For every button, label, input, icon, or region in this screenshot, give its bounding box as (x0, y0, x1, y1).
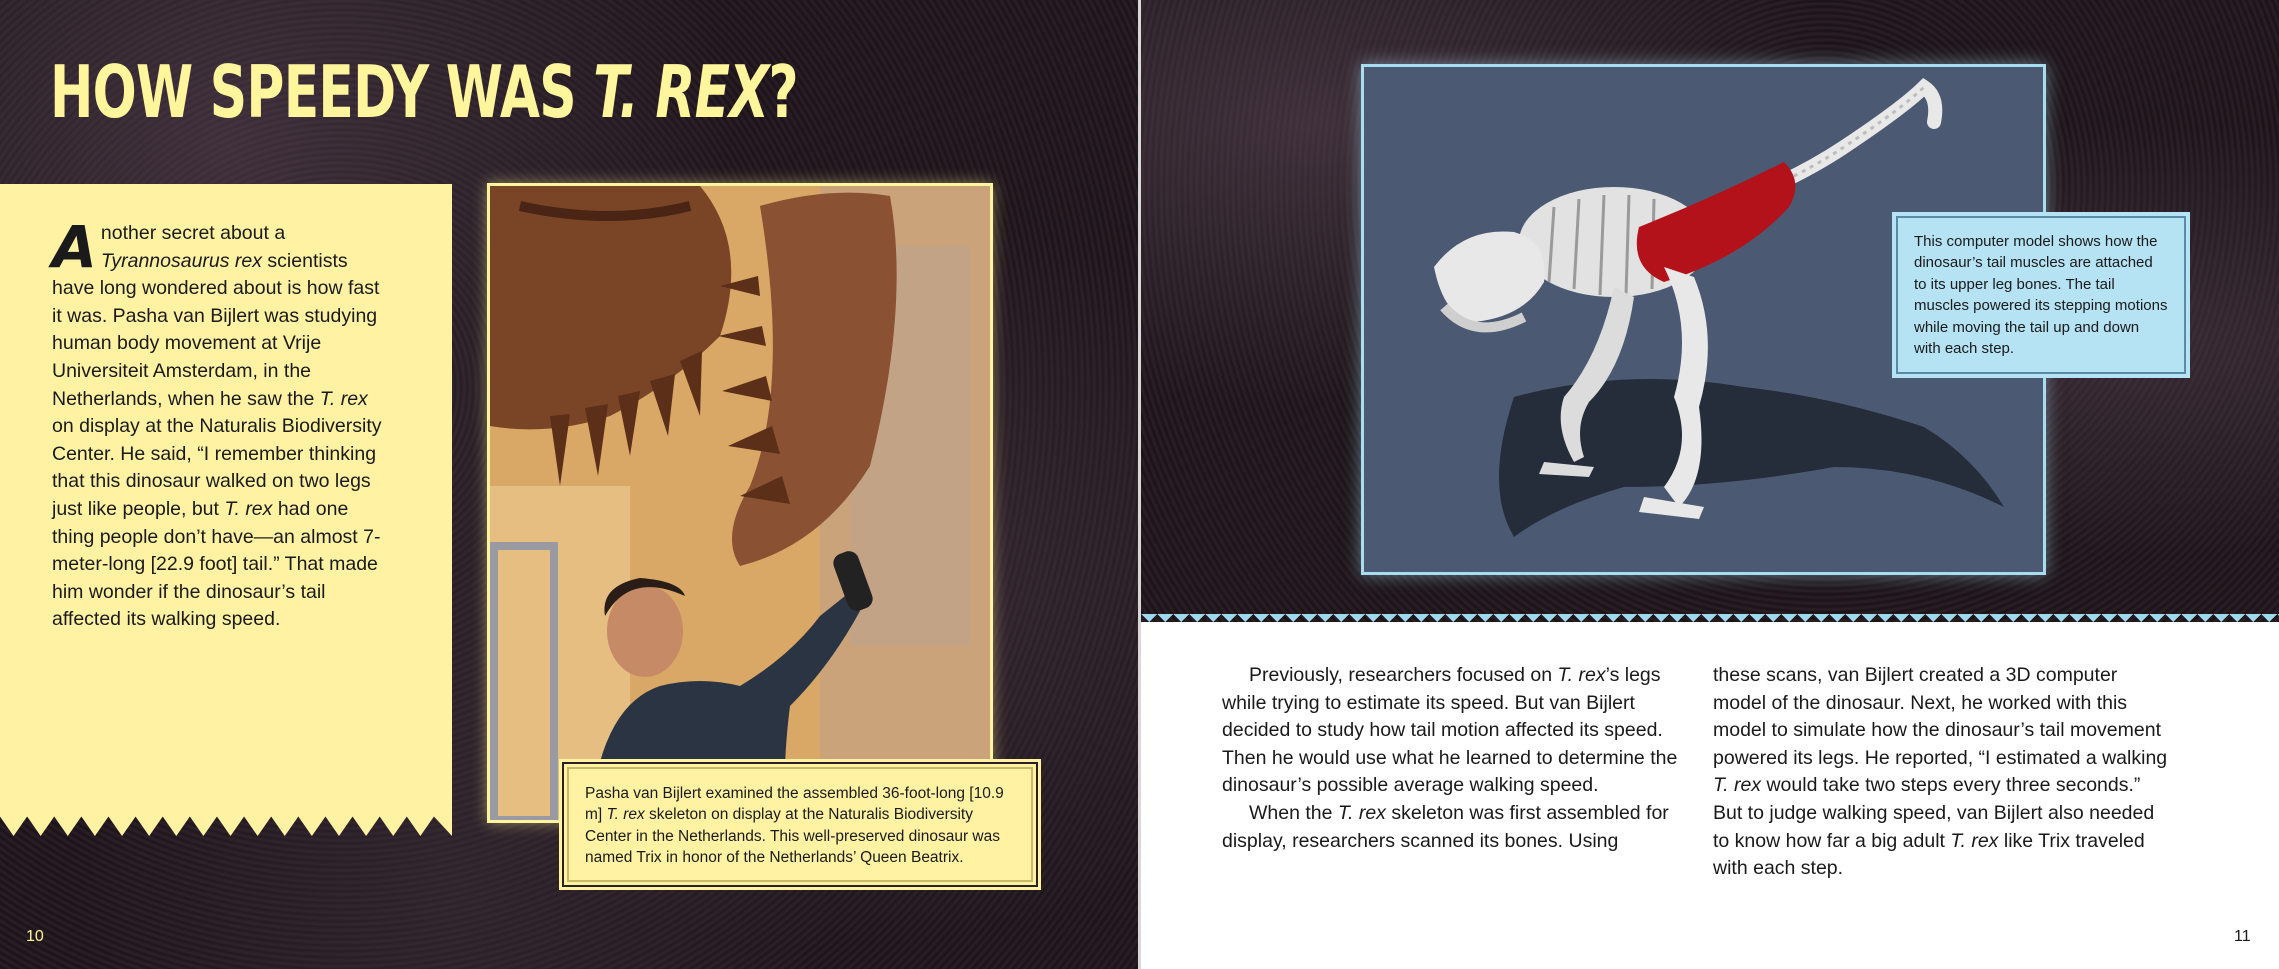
body-column-2 (1713, 662, 2175, 883)
zigzag-border (1141, 614, 2279, 630)
intro-s1: nother secret about a (100, 222, 286, 244)
body-column-1 (1222, 662, 1684, 855)
p2-italic: T. rex (1337, 801, 1386, 824)
intro-s2-italic: T. rex (319, 387, 368, 410)
museum-photo (487, 183, 993, 823)
photo-illustration (490, 186, 990, 820)
page-number-left: 10 (26, 928, 44, 945)
page-headline (50, 50, 798, 134)
intro-s4: had one thing people don’t have—an almost 7-meter-long [22.9 foot] tail.” That made him wonder if the dinosaur’s tail affected its walking speed. (52, 497, 381, 631)
intro-s1-italic: Tyrannosaurus rex (100, 249, 263, 272)
intro-s2: scientists have long wondered about is how fast it was. Pasha van Bijlert was studying human body movement at Vrije Universiteit Amsterdam, in the Netherlands, when he saw the (52, 249, 380, 410)
paragraph-1 (1222, 662, 1684, 800)
paragraph-2 (1222, 800, 1684, 855)
photo-caption-part2: skeleton on display at the Naturalis Biodiversity Center in the Netherlands. This well-preserved dinosaur was named Trix in honor of the Netherlands’ Queen Beatrix. (585, 806, 1000, 867)
model-caption: This computer model shows how the dinosaur’s tail muscles are attached to its upper leg bones. The tail muscles powered its stepping motions while moving the tail up and down with each step. (1896, 216, 2186, 374)
photo-caption (567, 767, 1033, 882)
p3-part-a: these scans, van Bijlert created a 3D computer model of the dinosaur. Next, he worked with this model to simulate how the dinosaur’s tail movement powered its legs. He reported, “I estimated a walking (1713, 664, 2168, 769)
p1-italic: T. rex (1557, 664, 1606, 686)
dropcap: A (52, 213, 97, 281)
p3-part-c: like Trix traveled with each step. (1713, 829, 2145, 880)
p3-italic-2: T. rex (1950, 829, 1999, 852)
p2-part-b: skeleton was first assembled for display, researchers scanned its bones. Using (1222, 801, 1669, 852)
intro-text (52, 213, 392, 634)
p2-part-a: When the (1249, 801, 1338, 824)
intro-s3-italic: T. rex (224, 497, 273, 520)
p3-italic-1: T. rex (1713, 774, 1762, 797)
headline-italic: T. REX (593, 50, 769, 134)
photo-caption-part1: Pasha van Bijlert examined the assembled 36-foot-long [10.9 m] (585, 785, 1004, 824)
headline-main: HOW SPEEDY WAS (50, 50, 594, 134)
page-number-right: 11 (2234, 928, 2251, 945)
p3-part-b: would take two steps every three seconds.” But to judge walking speed, van Bijlert also needed to know how far a big adult (1713, 774, 2155, 852)
intro-s3: on display at the Naturalis Biodiversity Center. He said, “I remember thinking that this dinosaur walked on two legs just like people, but (52, 415, 382, 520)
p1-part-b: ’s legs while trying to estimate its speed. But van Bijlert decided to study how tail motion affected its speed. Then he would use what he learned to determine the dinosaur’s possible average walking speed. (1222, 664, 1678, 797)
headline-end: ? (768, 50, 798, 134)
photo-caption-italic: T. rex (606, 806, 645, 824)
p1-part-a: Previously, researchers focused on (1249, 664, 1558, 686)
paragraph-3 (1713, 662, 2175, 883)
